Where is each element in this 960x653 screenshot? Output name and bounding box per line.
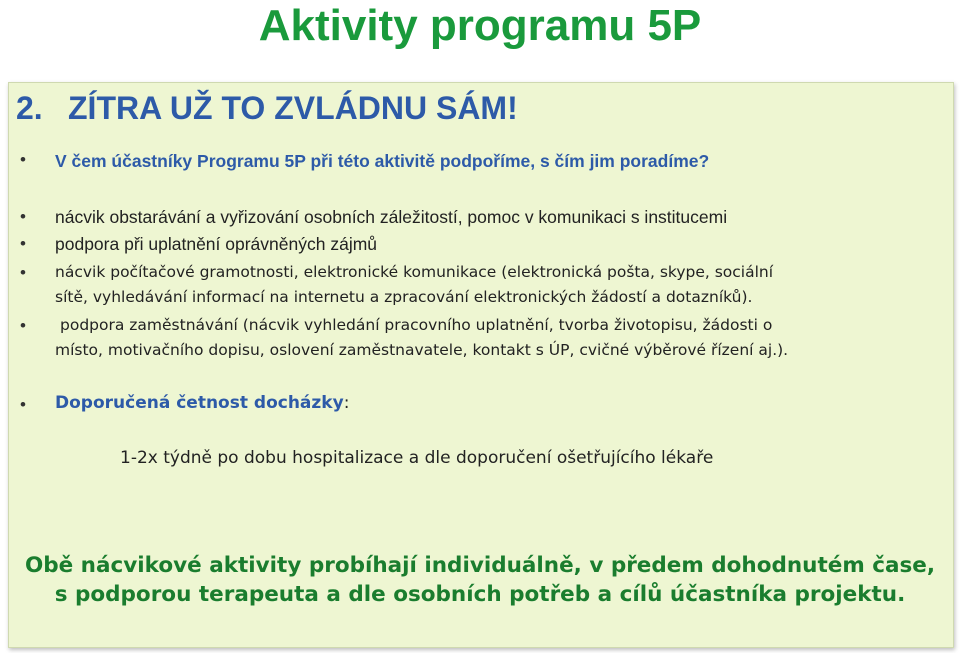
bullet-icon: • (20, 263, 26, 282)
list-item: nácvik obstarávání a vyřizování osobních záležitostí, pomoc v komunikaci s institucemi (55, 207, 728, 227)
list-item-continuation: místo, motivačního dopisu, oslovení zaměstnavatele, kontakt s ÚP, cvičné výběrové řízení aj.). (55, 341, 789, 359)
bullet-icon: • (20, 395, 26, 414)
bullet-icon: • (20, 207, 26, 226)
frequency-colon: : (343, 393, 350, 413)
page-title: Aktivity programu 5P (258, 1, 702, 50)
frequency-label-text: Doporučená četnost docházky (55, 393, 344, 413)
list-item: podpora zaměstnávání (nácvik vyhledání pracovního uplatnění, tvorba životopisu, žádosti o (60, 316, 773, 334)
bullet-icon: • (20, 234, 26, 253)
section-number: 2. (16, 90, 43, 126)
section-heading-text: ZÍTRA UŽ TO ZVLÁDNU SÁM! (68, 90, 518, 126)
frequency-value: 1-2x týdně po dobu hospitalizace a dle doporučení ošetřujícího lékaře (120, 448, 714, 468)
frequency-label (55, 391, 349, 416)
list-item: nácvik počítačové gramotnosti, elektronické komunikace (elektronická pošta, skype, sociální (55, 263, 774, 281)
bullet-icon: • (20, 150, 26, 169)
footer-line-2: s podporou terapeuta a dle osobních potřeb a cílů účastníka projektu. (54, 582, 906, 607)
section-heading (16, 90, 518, 126)
list-item-continuation: sítě, vyhledávání informací na internetu a zpracování elektronických žádostí a dotazníků). (55, 288, 753, 306)
question-text: V čem účastníky Programu 5P při této aktivitě podpoříme, s čím jim poradíme? (55, 151, 710, 171)
bullet-icon: • (20, 316, 26, 335)
list-item: podpora při uplatnění oprávněných zájmů (55, 234, 378, 254)
footer-line-1: Obě nácvikové aktivity probíhají individuálně, v předem dohodnutém čase, (24, 553, 936, 578)
